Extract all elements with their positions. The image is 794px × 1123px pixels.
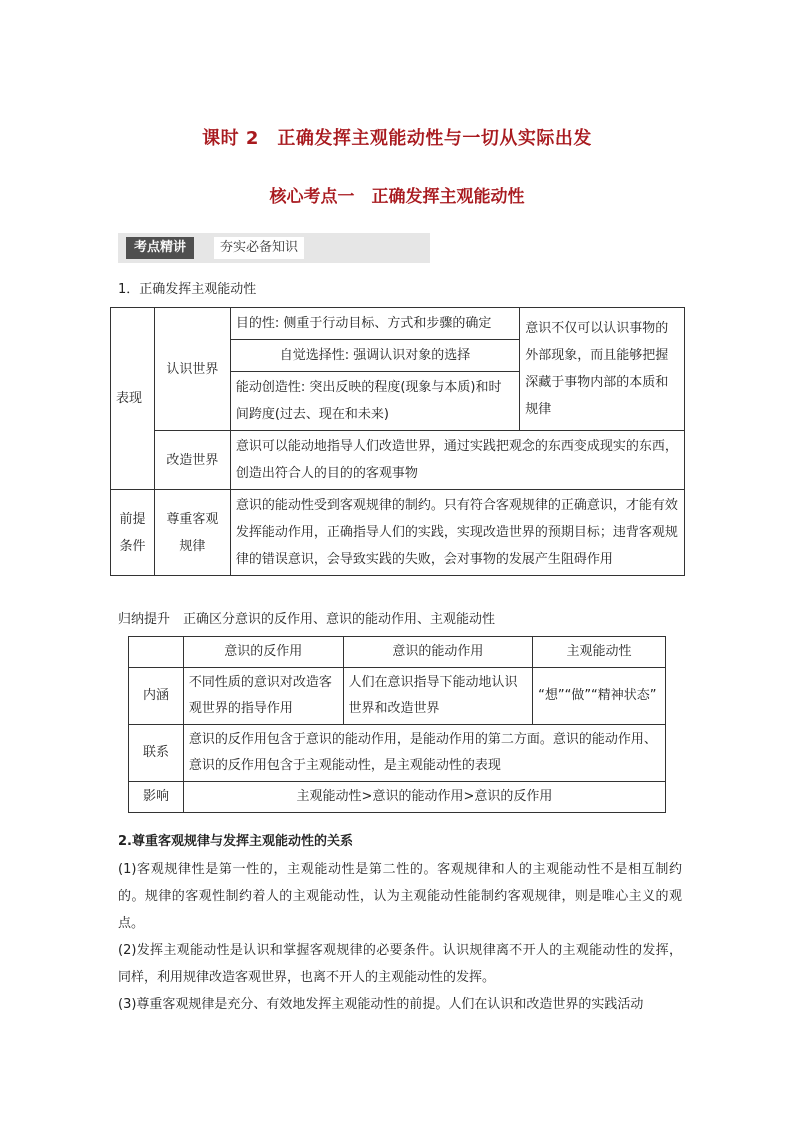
section1-heading: 1．正确发挥主观能动性: [118, 282, 257, 297]
section2-heading: 2.尊重客观规律与发挥主观能动性的关系: [118, 834, 353, 849]
cell-neihan-2: 人们在意识指导下能动地认识世界和改造世界: [343, 668, 533, 725]
row-label-zunzhong: 尊重客观规律: [154, 490, 230, 576]
paragraph-1: (1)客观规律性是第一性的，主观能动性是第二性的。客观规律和人的主观能动性不是相互制约的。规律的客观性制约着人的主观能动性，认为主观能动性能制约客观规律，则是唯心主义的观点。: [118, 862, 682, 931]
row-label-yingxiang: 影响: [129, 782, 184, 813]
row-label-qianti: 前提条件: [111, 490, 155, 576]
header-fanzuoyong: 意识的反作用: [183, 637, 343, 668]
banner-tag: 考点精讲: [126, 237, 194, 259]
initiative-table: [110, 307, 685, 576]
row-label-gaizao: 改造世界: [154, 431, 230, 490]
corner-cell: [129, 637, 184, 668]
banner-subtitle: 夯实必备知识: [214, 237, 304, 259]
row-label-biaoxian: 表现: [111, 308, 155, 490]
cell-renshi-desc: 意识不仅可以认识事物的外部现象，而且能够把握深藏于事物内部的本质和规律: [520, 308, 685, 431]
cell-nengdong: 能动创造性: 突出反映的程度(现象与本质)和时间跨度(过去、现在和未来): [230, 372, 519, 431]
row-label-neihan: 内涵: [129, 668, 184, 725]
cell-neihan-3: “想”“做”“精神状态”: [533, 668, 666, 725]
header-zhuguan: 主观能动性: [533, 637, 666, 668]
header-nengdong: 意识的能动作用: [343, 637, 533, 668]
cell-mudi: 目的性: 侧重于行动目标、方式和步骤的确定: [230, 308, 519, 340]
cell-yingxiang: 主观能动性>意识的能动作用>意识的反作用: [183, 782, 665, 813]
cell-zijue: 自觉选择性: 强调认识对象的选择: [230, 340, 519, 372]
cell-lianxi: 意识的反作用包含于意识的能动作用，是能动作用的第二方面。意识的能动作用、意识的反作用包含于主观能动性，是主观能动性的表现: [183, 725, 665, 782]
cell-neihan-1: 不同性质的意识对改造客观世界的指导作用: [183, 668, 343, 725]
paragraph-2: (2)发挥主观能动性是认识和掌握客观规律的必要条件。认识规律离不开人的主观能动性的发挥，同样，利用规律改造客观世界，也离不开人的主观能动性的发挥。: [118, 943, 682, 985]
paragraph-3: (3)尊重客观规律是充分、有效地发挥主观能动性的前提。人们在认识和改造世界的实践活动: [118, 997, 644, 1012]
row-label-lianxi: 联系: [129, 725, 184, 782]
section-banner: [118, 233, 430, 263]
topic-title: 核心考点一 正确发挥主观能动性: [269, 187, 525, 207]
summary-heading: 归纳提升 正确区分意识的反作用、意识的能动作用、主观能动性: [118, 612, 496, 627]
row-label-renshi: 认识世界: [154, 308, 230, 431]
cell-gaizao-desc: 意识可以能动地指导人们改造世界，通过实践把观念的东西变成现实的东西，创造出符合人的目的的客观事物: [230, 431, 684, 490]
cell-qianti-desc: 意识的能动性受到客观规律的制约。只有符合客观规律的正确意识，才能有效发挥能动作用，正确指导人们的实践，实现改造世界的预期目标；违背客观规律的错误意识，会导致实践的失败，会对事物的发展产生阻碍作用: [230, 490, 684, 576]
comparison-table: [128, 636, 666, 813]
lesson-title: 课时 2 正确发挥主观能动性与一切从实际出发: [202, 128, 592, 149]
